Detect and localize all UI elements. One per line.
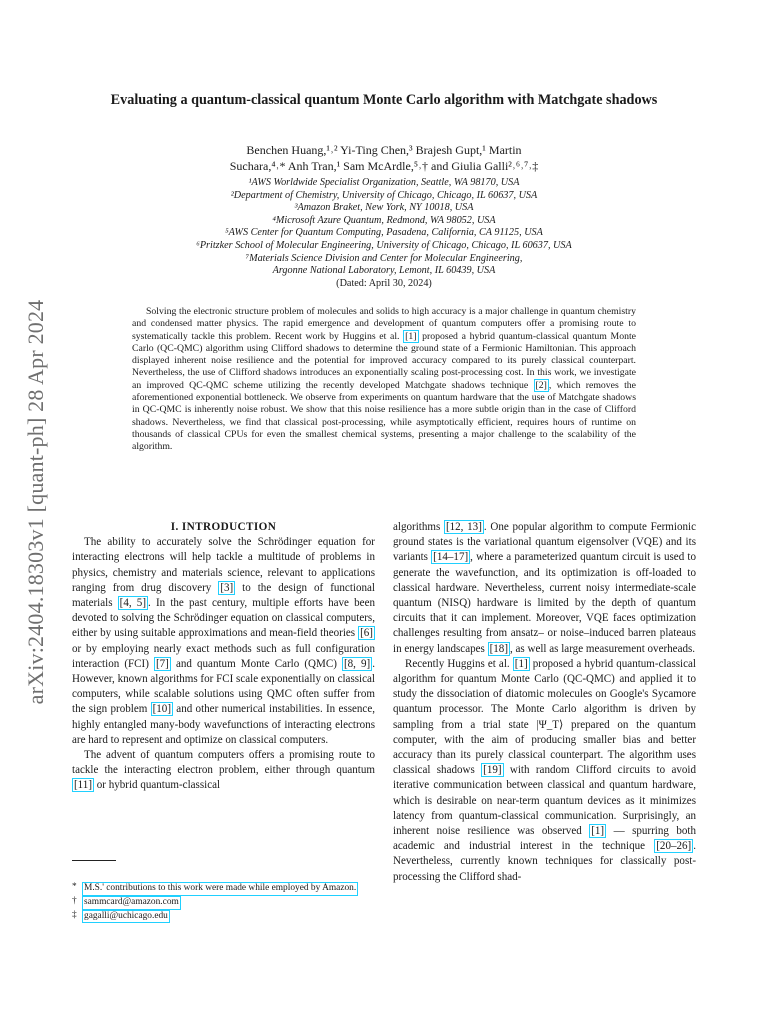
footnote-divider	[72, 860, 116, 861]
affiliation: Argonne National Laboratory, Lemont, IL 60439, USA	[272, 265, 496, 277]
citation-link[interactable]: [8, 9]	[343, 657, 371, 670]
citation-link[interactable]: [18]	[489, 642, 508, 655]
footnote-mark: *	[72, 882, 77, 892]
affiliation: ⁴Microsoft Azure Quantum, Redmond, WA 98052, USA	[272, 214, 496, 226]
affiliation: ⁵AWS Center for Quantum Computing, Pasadena, California, CA 91125, USA	[225, 227, 543, 239]
body-text: with random Clifford circuits to avoid iterative communication between classical and quantum hardware, which is desirable on near-term quantum devices as it minimizes latency from quantum-classical communication. Surprisingly, an inherent noise resilience was observed	[393, 764, 696, 838]
citation-link[interactable]: [10]	[152, 703, 172, 716]
footnote	[72, 896, 378, 910]
body-text: . Nevertheless, currently known techniques for classically post-processing the Clifford shad-	[393, 840, 696, 883]
citation-link[interactable]: [7]	[155, 657, 169, 670]
body-text: — spurring both academic and industrial interest in the technique	[393, 825, 697, 853]
body-text: Recently Huggins et al.	[405, 657, 513, 670]
abstract-text: proposed a hybrid quantum-classical quantum Monte Carlo (QC-QMC) algorithm using Clifford shadows to determine the ground state of a Fermionic Hamiltonian. This approach displayed inherent noise resilience and the potential for improved accuracy compared to its purely classical counterpart. Nevertheless, the use of Clifford shadows introduces an exponentially scaling post-processing cost. In this work, we investigate an improved QC-QMC scheme utilizing the recently developed Matchgate shadows technique	[132, 330, 637, 391]
citation-link[interactable]: [1]	[514, 657, 528, 670]
citation-link[interactable]: [14–17]	[433, 551, 469, 564]
body-text: . One popular algorithm to compute Fermionic ground states is the variational quantum eigensolver (VQE) and its variants	[393, 521, 696, 564]
affiliation: ⁶Pritzker School of Molecular Engineering, University of Chicago, Chicago, IL 60637, USA	[196, 239, 572, 251]
abstract-text: , which removes the aforementioned exponential bottleneck. We observe from experiments on quantum hardware that the use of Matchgate shadows in QC-QMC is inherently noise robust. We show that this noise resilience has a more subtle origin than in the case of Clifford shadows. Nevertheless, we find that classical post-processing, while asymptotically efficient, requires hours of runtime on thousands of classical CPUs for even the smallest chemical systems, presenting a major challenge to the scalability of the algorithm.	[132, 379, 636, 453]
citation-link[interactable]: [11]	[74, 779, 92, 792]
email-link[interactable]: sammcard@amazon.com	[82, 896, 181, 910]
abstract	[132, 306, 636, 454]
abstract-paragraph	[132, 306, 636, 454]
author-list	[120, 143, 648, 174]
body-text: or by employing nearly exact methods such as full configuration interaction (FCI)	[72, 642, 375, 670]
body-text: , as well as large measurement overheads.	[510, 642, 696, 655]
author-line: Benchen Huang,¹˒² Yi-Ting Chen,³ Brajesh Gupt,¹ Martin	[246, 143, 522, 157]
arxiv-stamp	[16, 262, 56, 742]
citation-link[interactable]: [1]	[405, 330, 417, 342]
citation-link[interactable]: [12, 13]	[445, 521, 482, 533]
body-text: The advent of quantum computers offers a promising route to tackle the interacting electron problem, either through quantum	[72, 749, 375, 777]
body-text: The ability to accurately solve the Schrödinger equation for interacting electrons will help tackle a multitude of problems in physics, chemistry and materials science, relevant to applications ranging from drug discovery	[72, 536, 375, 594]
body-text: to the design of functional materials	[72, 581, 375, 610]
affiliation-list	[100, 177, 668, 290]
arxiv-identifier: arXiv:2404.18303v1 [quant-ph] 28 Apr 2024	[23, 299, 48, 705]
citation-link[interactable]: [1]	[591, 825, 605, 838]
footnote-mark: †	[72, 895, 77, 906]
affiliation: ¹AWS Worldwide Specialist Organization, Seattle, WA 98170, USA	[248, 177, 520, 188]
dated-line: (Dated: April 30, 2024)	[336, 277, 432, 289]
citation-link[interactable]: [2]	[535, 379, 547, 391]
author-line: Suchara,⁴˒* Anh Tran,¹ Sam McArdle,⁵˒† and Giulia Galli²˒⁶˒⁷˒‡	[229, 158, 539, 173]
body-text: proposed a hybrid quantum-classical algorithm for quantum Monte Carlo (QC-QMC) and applied it to study the dissociation of diatomic molecules on Google's Sycamore quantum processor. The Monte Carlo algorithm is driven by sampling from a trial state |Ψ_T⟩ prepared on the quantum computer, with the aim of producing smaller bias and better accuracy than its purely classical counterpart. The algorithm uses classical shadows	[393, 657, 696, 777]
email-link[interactable]: gagalli@uchicago.edu	[82, 910, 170, 924]
section-heading: I. INTRODUCTION	[170, 521, 277, 533]
body-text: algorithms	[393, 521, 444, 533]
footnote	[72, 910, 378, 924]
footnote	[72, 882, 378, 896]
body-paragraph	[72, 535, 375, 748]
affiliation: ⁷Materials Science Division and Center for Molecular Engineering,	[245, 252, 523, 264]
citation-link[interactable]: [20–26]	[656, 840, 692, 853]
left-column	[72, 520, 375, 794]
body-paragraph	[72, 748, 375, 794]
footnotes	[72, 882, 378, 923]
body-paragraph	[393, 520, 696, 657]
footnote-mark: ‡	[72, 909, 77, 920]
affiliation: ²Department of Chemistry, University of Chicago, Chicago, IL 60637, USA	[230, 189, 538, 201]
footnote-text: M.S.' contributions to this work were made while employed by Amazon.	[82, 882, 358, 896]
citation-link[interactable]: [19]	[483, 764, 502, 777]
body-text: or hybrid quantum-classical	[94, 779, 221, 792]
body-text: . However, known algorithms for FCI scale exponentially on classical computers, while scalable solutions using QMC often suffer from the sign problem	[72, 657, 375, 716]
right-column	[393, 520, 696, 885]
body-text: and other numerical instabilities. In essence, highly entangled many-body wavefunctions of interacting electrons are hard to represent and optimize on classical computers.	[72, 703, 375, 746]
body-text: and quantum Monte Carlo (QMC)	[170, 657, 342, 670]
body-text: . In the past century, multiple efforts have been devoted to solving the Schrödinger equation on classical computers, either by using suitable approximations and mean-field theories	[72, 597, 375, 640]
body-text: , where a parameterized quantum circuit is used to generate the wavefunction, and its optimization is off-loaded to classical hardware. Nevertheless, current noisy intermediate-scale quantum (NISQ) hardware is limited by the depth of quantum circuits that it can implement. Moreover, VQE faces optimization challenges resulting from ansatz– or noise–induced barren plateaus in energy landscapes	[393, 551, 696, 655]
abstract-text: Solving the electronic structure problem of molecules and solids to high accuracy is a major challenge in quantum chemistry and condensed matter physics. The rapid emergence and development of quantum computers offer a promising route to systematically tackle this problem. Recent work by Huggins et al.	[132, 306, 636, 342]
citation-link[interactable]: [6]	[360, 627, 373, 640]
body-paragraph	[393, 657, 696, 885]
citation-link[interactable]: [4, 5]	[119, 597, 147, 610]
paper-title: Evaluating a quantum-classical quantum Monte Carlo algorithm with Matchgate shadows	[110, 92, 658, 108]
affiliation: ³Amazon Braket, New York, NY 10018, USA	[294, 202, 474, 214]
citation-link[interactable]: [3]	[220, 581, 234, 594]
